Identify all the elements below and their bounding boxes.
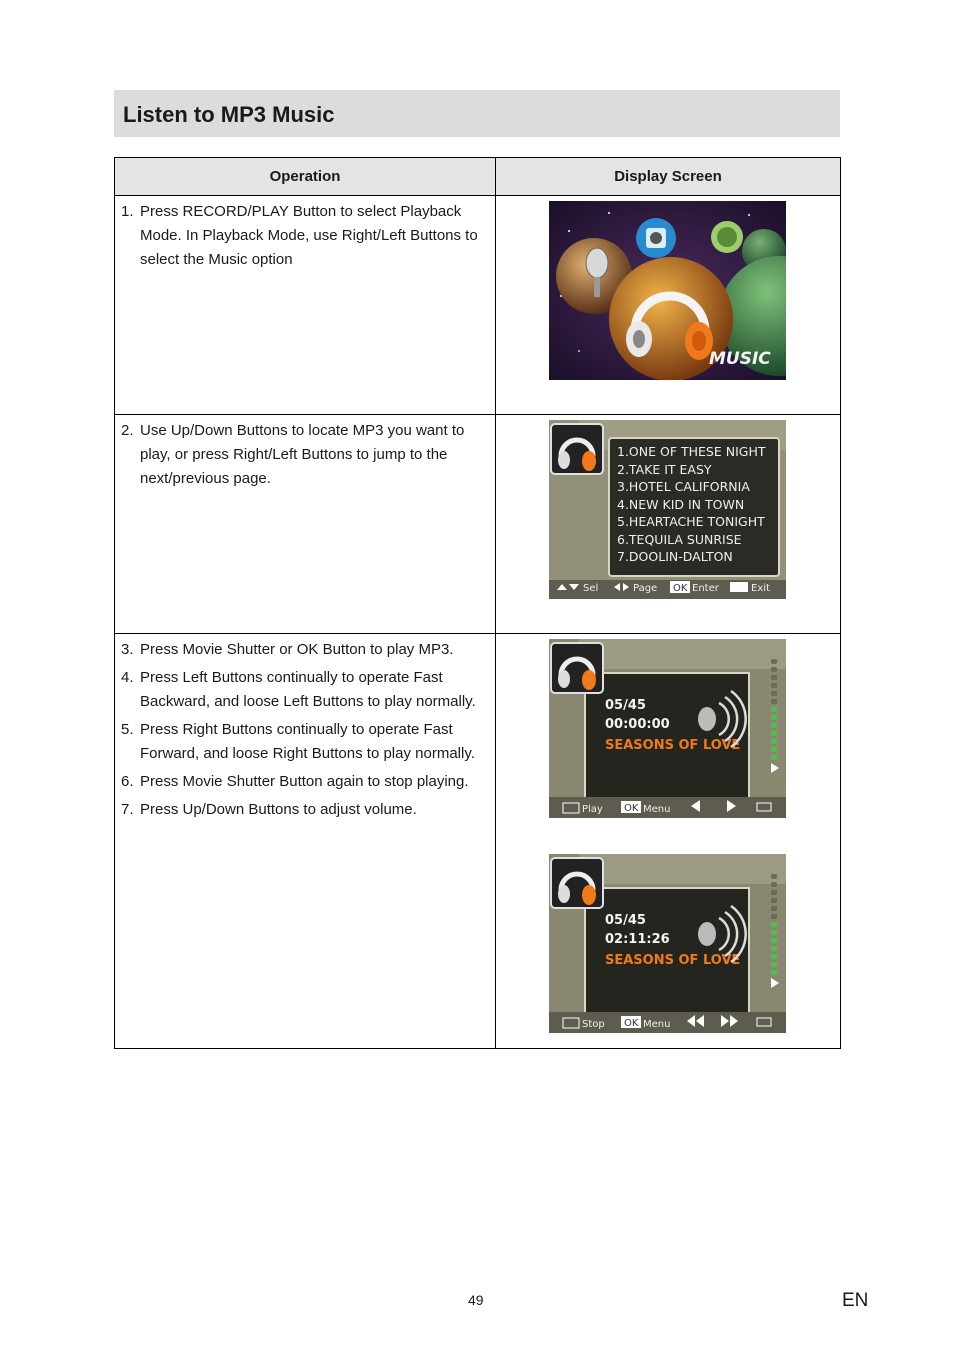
- return-icon: [730, 582, 748, 592]
- operation-table: [114, 157, 841, 1049]
- display-cell: [496, 634, 841, 1049]
- step-item: 1. Press RECORD/PLAY Button to select Playback Mode. In Playback Mode, use Right/Left Buttons to select the Music option: [121, 203, 478, 268]
- menu-label: Menu: [643, 1019, 671, 1030]
- track-counter: 05/45: [605, 913, 646, 928]
- header-display-screen: Display Screen: [496, 158, 841, 196]
- elapsed-time: 00:00:00: [605, 717, 670, 732]
- step-item: 3. Press Movie Shutter or OK Button to play MP3.: [121, 641, 454, 658]
- footer-page: Page: [633, 583, 658, 594]
- display-cell: [496, 196, 841, 415]
- footer-sel: Sel: [583, 583, 599, 594]
- footer-enter: Enter: [692, 583, 719, 594]
- ok-label: OK: [624, 803, 639, 814]
- track-item: 1.ONE OF THESE NIGHT: [617, 444, 766, 459]
- footer-exit: Exit: [751, 583, 770, 594]
- track-item: 5.HEARTACHE TONIGHT: [617, 514, 765, 529]
- table-row: [115, 415, 841, 634]
- step-item: 2. Use Up/Down Buttons to locate MP3 you want to play, or press Right/Left Buttons to jump to the next/previous page.: [121, 422, 465, 487]
- track-item: 4.NEW KID IN TOWN: [617, 497, 745, 512]
- player-stopped-screen: [549, 639, 786, 818]
- page-number: 49: [468, 1292, 484, 1308]
- track-item: 2.TAKE IT EASY: [617, 462, 712, 477]
- song-title: SEASONS OF LOVE: [605, 953, 741, 968]
- step-item: 7. Press Up/Down Buttons to adjust volume.: [121, 801, 417, 818]
- operation-cell: [115, 196, 496, 415]
- page-title: Listen to MP3 Music: [123, 102, 335, 127]
- menu-label: Menu: [643, 804, 671, 815]
- display-cell: [496, 415, 841, 634]
- music-label: MUSIC: [709, 349, 771, 369]
- track-item: 7.DOOLIN-DALTON: [617, 549, 733, 564]
- action-label: Stop: [582, 1019, 605, 1030]
- elapsed-time: 02:11:26: [605, 932, 670, 947]
- operation-cell: [115, 415, 496, 634]
- table-row: [115, 634, 841, 1049]
- track-item: 3.HOTEL CALIFORNIA: [617, 479, 750, 494]
- track-item: 6.TEQUILA SUNRISE: [617, 532, 742, 547]
- language-tag: EN: [842, 1290, 869, 1311]
- player-playing-screen: [549, 854, 786, 1033]
- music-menu-screen: [549, 201, 786, 380]
- song-title: SEASONS OF LOVE: [605, 738, 741, 753]
- playlist-screen: [549, 420, 786, 599]
- track-counter: 05/45: [605, 698, 646, 713]
- step-item: 4. Press Left Buttons continually to operate Fast Backward, and loose Left Buttons to play normally.: [121, 669, 476, 710]
- action-label: Play: [582, 804, 603, 815]
- section-title-bar: [114, 90, 840, 137]
- ok-label: OK: [624, 1018, 639, 1029]
- step-item: 5. Press Right Buttons continually to operate Fast Forward, and loose Right Buttons to play normally.: [121, 721, 475, 762]
- operation-cell: [115, 634, 496, 1049]
- table-row: [115, 196, 841, 415]
- step-item: 6. Press Movie Shutter Button again to stop playing.: [121, 773, 469, 790]
- header-operation: Operation: [115, 158, 496, 196]
- footer-ok: OK: [673, 583, 688, 594]
